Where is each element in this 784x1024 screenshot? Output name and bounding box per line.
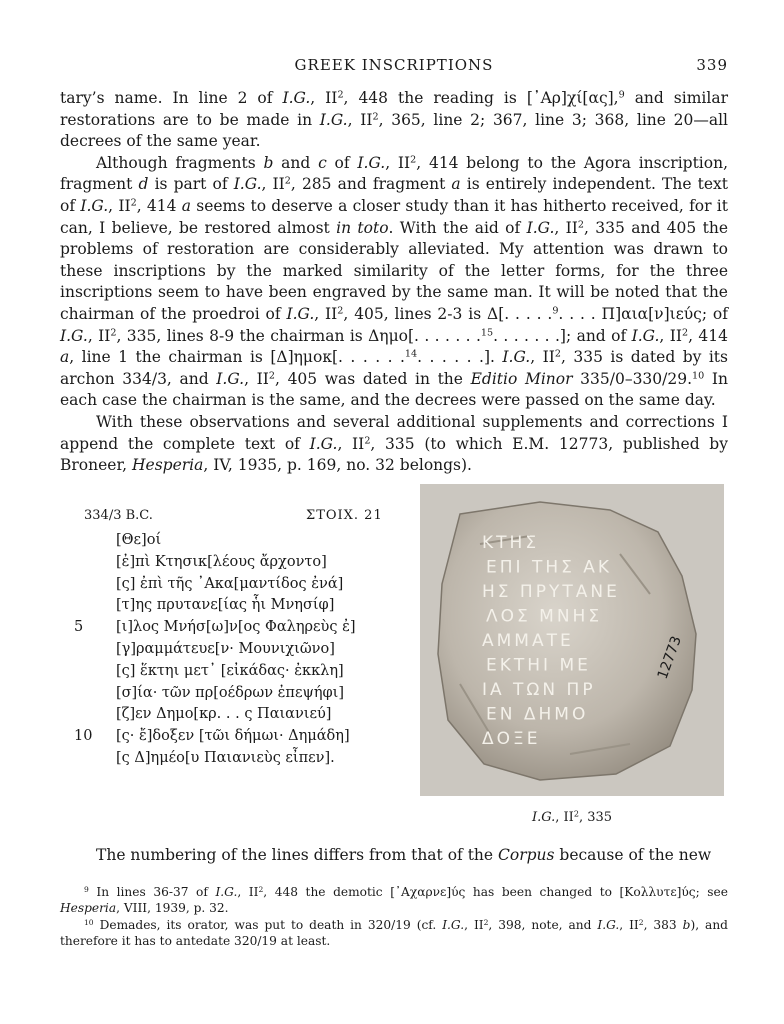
stone-letter-line: ΗΣ ΠΡΥΤΑΝΕ xyxy=(482,582,620,602)
stone-letter-line: ΕΝ ΔΗΜΟ xyxy=(486,704,589,725)
running-head xyxy=(60,56,728,76)
stone-letter-line: ΙΑ ΤΩΝ ΠΡ xyxy=(482,680,596,700)
stone-letter-line: ΕΚΤΗΙ ΜΕ xyxy=(486,655,591,676)
paragraph: With these observations and several additional supplements and corrections I append the complete text of I.G., $II^2$, 335 (to which E.M. 12773, published by Broneer, Hesperia, IV, 1935, p. 169, no. 32 belongs). xyxy=(60,412,728,475)
handwritten-number: 12773 xyxy=(654,634,685,682)
footnote: $^{10}$ Demades, its orator, was put to death in 320/19 (cf. I.G., $II^2$, 398, note, and I.G., $II^2$, 383 b), and therefore it has to antedate 320/19 at least. xyxy=(60,917,728,949)
line-text: [γ]ραμμάτευε[ν· Μουνιχιῶνο] xyxy=(116,640,335,657)
stone-fragment-image xyxy=(420,484,724,796)
inscription-date: 334/3 B.C. xyxy=(84,508,153,523)
line-text: [ἐ]πὶ Κτησικ[λέους ἄρχοντο] xyxy=(116,553,327,570)
stone-letter-line: ΑΜΜΑΤΕ xyxy=(482,631,574,651)
line-text: [σ]ία· τῶν πρ[οέδρων ἐπεψήφι] xyxy=(116,684,345,701)
stone-letter-line: ΔΟΞΕ xyxy=(482,729,541,749)
inscription-photo xyxy=(420,484,724,796)
photo-caption: I.G., $II^2$, 335 xyxy=(531,809,613,825)
stone-letter-line: ΚΤΗΣ xyxy=(482,533,540,553)
continuation-text: The numbering of the lines differs from that of the Corpus because of the new xyxy=(96,846,712,864)
line-text: [ς· ἔ]δοξεν [τῶι δήμωι· Δημάδη] xyxy=(116,728,350,745)
stone-letter-line: ΕΠΙ ΤΗΣ ΑΚ xyxy=(486,557,613,578)
running-title: GREEK INSCRIPTIONS xyxy=(294,56,494,74)
line-text: [τ]ης πρυτανε[ίας ἧι Μνησίφ] xyxy=(116,597,335,614)
page-number: 339 xyxy=(696,56,728,74)
stone-letter-line: ΛΟΣ ΜΝΗΣ xyxy=(486,606,603,627)
line-text: [ς] ἐπὶ τῆς ᾿Ακα[μαντίδος ἐνά] xyxy=(116,575,344,592)
footnotes xyxy=(60,884,728,950)
line-text: [ι]λος Μνήσ[ω]ν[ος Φαληρεὺς ἐ] xyxy=(116,619,356,636)
line-text: [ζ]εν Δημο[κρ. . . ς Παιανιεύ] xyxy=(116,706,332,723)
paragraph: tary’s name. In line 2 of I.G., $II^2$, 448 the reading is [᾿Αρ]χί[ας],$^9$ and similar restorations are to be made in I.G., $II^2$, 365, line 2; 367, line 3; 368, line 20—all decrees of the same year. xyxy=(60,89,729,151)
paragraph: Although fragments b and c of I.G., $II^2$, 414 belong to the Agora inscription, fragment d is part of I.G., $II^2$, 285 and fragment a is entirely independent. The text of I.G., $II^2$, 414 a seems to deserve a closer study than it has hitherto received, for it can, I believe, be restored almost in toto. With the aid of I.G., $II^2$, 335 and 405 the problems of restoration are considerably alleviated. My attention was drawn to these inscriptions by the marked similarity of the letter forms, for the three inscriptions seem to have been engraved by the same man. It will be noted that the chairman of the proedroi of I.G., $II^2$, 405, lines 2-3 is Δ[. . . . .$^9$. . . . Π]αια[ν]ιεύς; of I.G., $II^2$, 335, lines 8-9 the chairman is Δημο[. . . . . . .$^{15}$. . . . . . .]; and of I.G., $II^2$, 414 a, line 1 the chairman is [Δ]ημοκ[. . . . . .$^{14}$. . . . . .]. I.G., $II^2$, 335 is dated by its archon 334/3, and I.G., $II^2$, 405 was dated in the Editio Minor 335/0–330/29.10 In each case the chairman is the same, and the decrees were passed on the same day. xyxy=(60,153,729,410)
footnote: $^9$ In lines 36-37 of I.G., $II^2$, 448 the demotic [᾿Αχαρνε]ύς has been changed to [Κολλυτε]ύς; see Hesperia, VIII, 1939, p. 32. xyxy=(60,884,728,916)
line-number: 5 xyxy=(74,619,84,636)
line-text: [ς Δ]ημέο[υ Παιανιεὺς εἶπεν]. xyxy=(116,749,335,766)
stoichedon-label: ΣΤΟΙΧ. 21 xyxy=(306,508,383,523)
line-text: [ς] ἕκτηι μετ᾿ [εἰκάδας· ἐκκλη] xyxy=(116,662,344,679)
line-number: 10 xyxy=(74,728,93,745)
body-text xyxy=(60,88,728,477)
line-text: [Θε]οί xyxy=(116,532,162,548)
